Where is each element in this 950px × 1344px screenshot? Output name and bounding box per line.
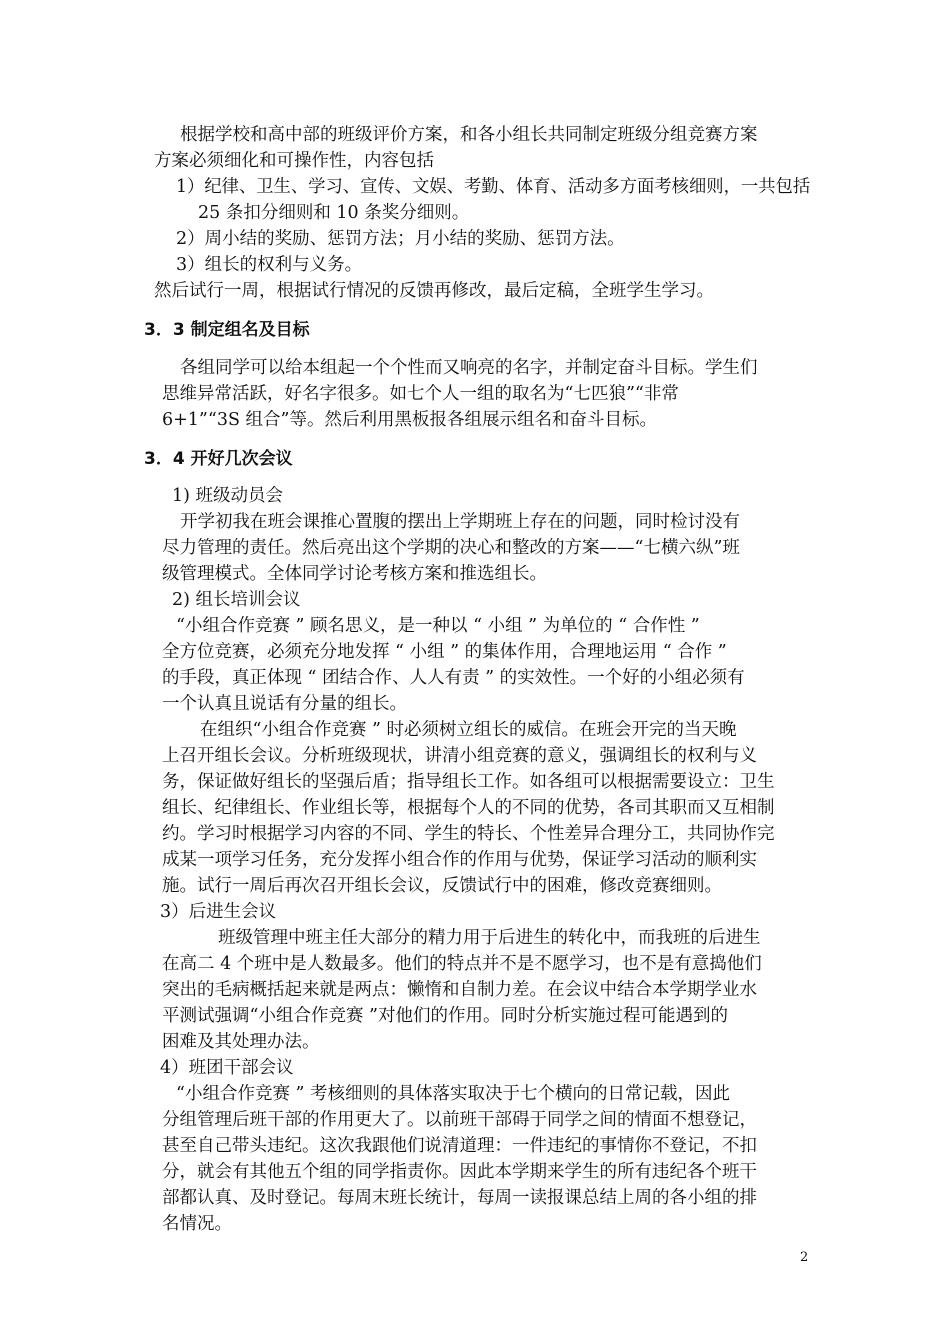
- para-line: 部都认真、及时登记。每周末班长统计，每周一读报课总结上周的各小组的排: [162, 1188, 757, 1208]
- para-line: 务，保证做好组长的坚强后盾；指导组长工作。如各组可以根据需要设立：卫生: [162, 772, 775, 792]
- para-line: 然后试行一周，根据试行情况的反馈再修改，最后定稿，全班学生学习。: [154, 281, 714, 301]
- para-line: 一个认真且说话有分量的组长。: [162, 694, 407, 714]
- para-line: 根据学校和高中部的班级评价方案，和各小组长共同制定班级分组竞赛方案: [180, 125, 758, 145]
- subheading: 4）班团干部会议: [160, 1058, 294, 1078]
- para-line: 约。学习时根据学习内容的不同、学生的特长、个性差异合理分工，共同协作完: [162, 824, 775, 844]
- list-item: 2）周小结的奖励、惩罚方法；月小结的奖励、惩罚方法。: [176, 229, 625, 249]
- para-line: 成某一项学习任务，充分发挥小组合作的作用与优势，保证学习活动的顺利实: [162, 850, 757, 870]
- para-line: 尽力管理的责任。然后亮出这个学期的决心和整改的方案——“七横六纵”班: [162, 538, 740, 558]
- para-line: 全方位竞赛，必须充分地发挥 “ 小组 ” 的集体作用，合理地运用 “ 合作 ”: [162, 642, 727, 662]
- subheading: 2) 组长培训会议: [172, 590, 301, 610]
- para-line: 甚至自己带头违纪。这次我跟他们说清道理：一件违纪的事情你不登记，不扣: [162, 1136, 757, 1156]
- para-line: 开学初我在班会课推心置腹的摆出上学期班上存在的问题，同时检讨没有: [180, 512, 740, 532]
- subheading: 1) 班级动员会: [172, 486, 284, 506]
- list-item-continuation: 25 条扣分细则和 10 条奖分细则。: [198, 203, 470, 223]
- para-line: 组长、纪律组长、作业组长等，根据每个人的不同的优势，各司其职而又互相制: [162, 798, 775, 818]
- para-line: 的手段，真正体现 “ 团结合作、人人有责 ” 的实效性。一个好的小组必须有: [162, 668, 745, 688]
- para-line: 各组同学可以给本组起一个个性而又响亮的名字，并制定奋斗目标。学生们: [180, 358, 758, 378]
- list-item: 1）纪律、卫生、学习、宣传、文娱、考勤、体育、活动多方面考核细则，一共包括: [176, 177, 811, 197]
- para-line: 级管理模式。全体同学讨论考核方案和推选组长。: [162, 564, 547, 584]
- para-line: 在组织“小组合作竞赛 ” 时必须树立组长的威信。在班会开完的当天晚: [200, 720, 737, 740]
- para-line: 在高二 4 个班中是人数最多。他们的特点并不是不愿学习，也不是有意捣他们: [162, 954, 762, 974]
- para-line: 6+1”“3S 组合”等。然后利用黑板报各组展示组名和奋斗目标。: [162, 410, 657, 430]
- section-heading: 3．3 制定组名及目标: [144, 320, 310, 340]
- subheading: 3）后进生会议: [160, 902, 277, 922]
- para-line: 施。试行一周后再次召开组长会议，反馈试行中的困难，修改竞赛细则。: [162, 876, 722, 896]
- para-line: 名情况。: [162, 1214, 232, 1234]
- para-line: 思维异常活跃，好名字很多。如七个人一组的取名为“七匹狼”“非常: [162, 384, 679, 404]
- para-line: 突出的毛病概括起来就是两点：懒惰和自制力差。在会议中结合本学期学业水: [162, 980, 757, 1000]
- para-line: 困难及其处理办法。: [162, 1032, 320, 1052]
- para-line: 分组管理后班干部的作用更大了。以前班干部碍于同学之间的情面不想登记，: [162, 1110, 757, 1130]
- para-line: 平测试强调“小组合作竞赛 ”对他们的作用。同时分析实施过程可能遇到的: [162, 1006, 728, 1026]
- para-line: 方案必须细化和可操作性，内容包括: [154, 151, 434, 171]
- para-line: 上召开组长会议。分析班级现状，讲清小组竞赛的意义，强调组长的权利与义: [162, 746, 757, 766]
- page-number: 2: [800, 1250, 809, 1265]
- para-line: 班级管理中班主任大部分的精力用于后进生的转化中，而我班的后进生: [218, 928, 761, 948]
- list-item: 3）组长的权利与义务。: [176, 255, 363, 275]
- para-line: “小组合作竞赛 ” 考核细则的具体落实取决于七个横向的日常记载，因此: [176, 1084, 731, 1104]
- section-heading: 3．4 开好几次会议: [144, 449, 293, 469]
- para-line: “小组合作竞赛 ” 顾名思义，是一种以 “ 小组 ” 为单位的 “ 合作性 ”: [176, 616, 700, 636]
- para-line: 分，就会有其他五个组的同学指责你。因此本学期来学生的所有违纪各个班干: [162, 1162, 757, 1182]
